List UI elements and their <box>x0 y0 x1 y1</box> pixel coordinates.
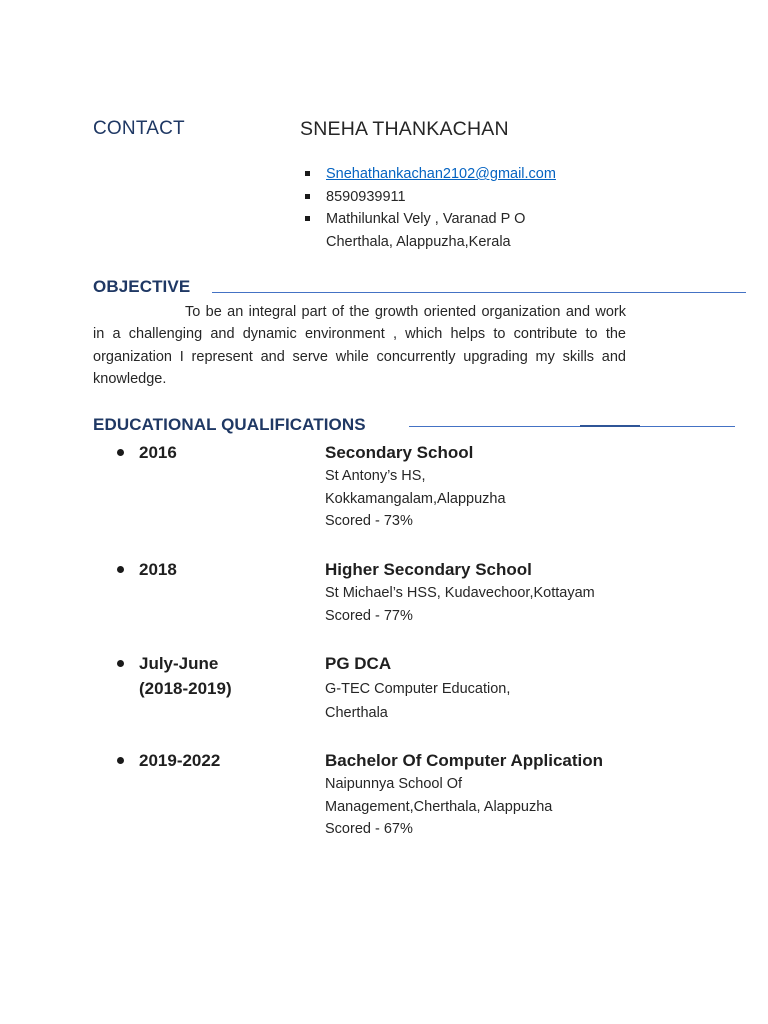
education-score: Scored - 77% <box>325 608 413 624</box>
education-detail: Kokkamangalam,Alappuzha <box>325 491 506 507</box>
education-detail: Cherthala <box>325 705 388 721</box>
education-detail: Naipunnya School Of <box>325 776 463 792</box>
education-title: Higher Secondary School <box>325 560 532 579</box>
education-heading: EDUCATIONAL QUALIFICATIONS <box>93 415 366 434</box>
square-bullet-icon <box>305 216 310 221</box>
bullet-icon <box>117 660 124 667</box>
education-year: 2018 <box>139 560 177 579</box>
education-year: 2016 <box>139 443 177 462</box>
address-line-1: Mathilunkal Vely , Varanad P O <box>326 211 526 227</box>
objective-heading: OBJECTIVE <box>93 277 191 296</box>
bullet-icon <box>117 449 124 456</box>
bullet-icon <box>117 757 124 764</box>
square-bullet-icon <box>305 194 310 199</box>
education-title: Bachelor Of Computer Application <box>325 751 604 770</box>
education-divider-accent <box>580 425 640 427</box>
address-line-2: Cherthala, Alappuzha,Kerala <box>326 233 511 250</box>
education-score: Scored - 73% <box>325 513 413 529</box>
education-title: PG DCA <box>325 654 392 673</box>
contact-list <box>305 163 556 253</box>
contact-heading: CONTACT <box>93 118 185 139</box>
education-detail: Management,Cherthala, Alappuzha <box>325 799 553 815</box>
education-title: Secondary School <box>325 443 474 462</box>
education-year: 2019-2022 <box>139 751 221 770</box>
education-divider <box>409 426 735 427</box>
education-year-range: (2018-2019) <box>139 679 232 698</box>
contact-email-item <box>305 163 556 186</box>
education-year: July-June <box>139 654 219 673</box>
phone-number: 8590939911 <box>326 188 406 205</box>
square-bullet-icon <box>305 171 310 176</box>
objective-text: To be an integral part of the growth oriented organization and work in a challenging and dynamic environment , which helps to contribute to the organization I represent and serve while concurrently upgrading my skills and knowledge. <box>93 304 626 387</box>
education-detail: G-TEC Computer Education, <box>325 681 511 697</box>
candidate-name: SNEHA THANKACHAN <box>300 118 509 140</box>
contact-address-item <box>305 208 556 253</box>
objective-paragraph <box>93 301 626 390</box>
contact-phone-item <box>305 186 556 209</box>
education-detail: St Antony’s HS, <box>325 468 426 484</box>
objective-divider <box>212 292 746 293</box>
education-detail: St Michael’s HSS, Kudavechoor,Kottayam <box>325 585 595 601</box>
education-score: Scored - 67% <box>325 821 413 837</box>
bullet-icon <box>117 566 124 573</box>
email-link[interactable]: Snehathankachan2102@gmail.com <box>326 166 556 182</box>
